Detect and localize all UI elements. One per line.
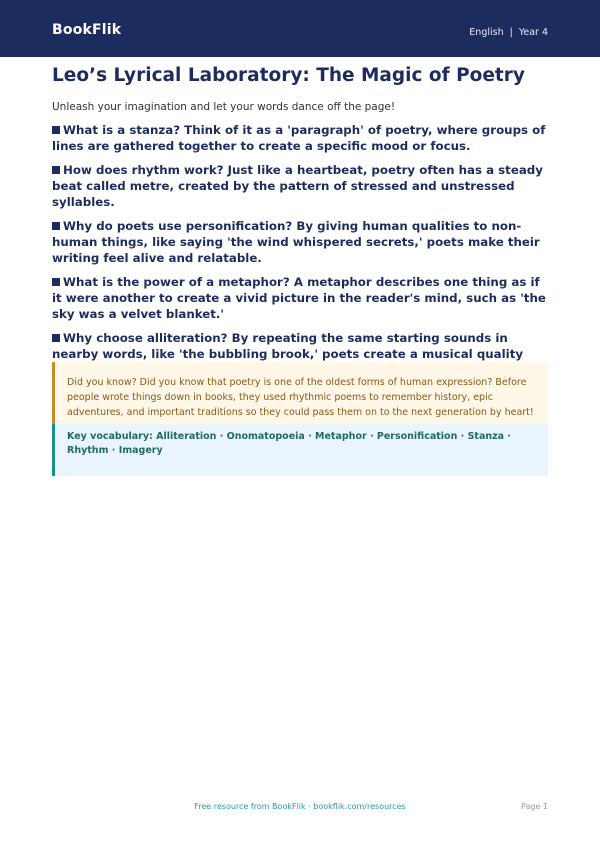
- page-number: Page 1: [521, 802, 548, 811]
- page-subtitle: Unleash your imagination and let your words dance off the page!: [52, 101, 396, 113]
- subject-label: English: [469, 27, 504, 38]
- square-bullet-icon: [52, 166, 60, 174]
- question-text: Why do poets use personification? By giving human qualities to non-human things, like saying 'the wind whispered secrets,' poets make their writing feel alive and relatable.: [52, 219, 540, 265]
- page-title: Leo’s Lyrical Laboratory: The Magic of Poetry: [52, 65, 525, 86]
- header-meta: [469, 27, 548, 38]
- question-list: [52, 122, 552, 386]
- meta-separator: |: [509, 27, 513, 38]
- square-bullet-icon: [52, 126, 60, 134]
- square-bullet-icon: [52, 222, 60, 230]
- question-text: What is the power of a metaphor? A metaphor describes one thing as if it were another to create a vivid picture in the reader's mind, such as 'the sky was a velvet blanket.': [52, 275, 546, 321]
- question-text: What is a stanza? Think of it as a 'paragraph' of poetry, where groups of lines are gathered together to create a specific mood or focus.: [52, 123, 546, 153]
- square-bullet-icon: [52, 334, 60, 342]
- footer-resource-link[interactable]: Free resource from BookFlik · bookflik.com/resources: [194, 802, 406, 811]
- page-header: [0, 0, 600, 57]
- did-you-know-callout: Did you know? Did you know that poetry is one of the oldest forms of human expression? Before people wrote things down in books, they used rhythmic poems to remember history, epic adventures, and important traditions so they could pass them on to the next generation by heart!: [52, 362, 548, 424]
- question-item: [52, 162, 552, 210]
- question-text: How does rhythm work? Just like a heartbeat, poetry often has a steady beat called metre, created by the pattern of stressed and unstressed syllables.: [52, 163, 543, 209]
- question-item: [52, 122, 552, 154]
- key-vocabulary-box: Key vocabulary: Alliteration · Onomatopoeia · Metaphor · Personification · Stanza · Rhythm · Imagery: [52, 424, 548, 476]
- square-bullet-icon: [52, 278, 60, 286]
- question-item: [52, 274, 552, 322]
- question-item: [52, 218, 552, 266]
- question-text: Why choose alliteration? By repeating the same starting sounds in nearby words, like 'the bubbling brook,' poets create a musical quality: [52, 331, 524, 361]
- brand-logo[interactable]: BookFlik: [52, 22, 122, 38]
- year-label: Year 4: [518, 27, 548, 38]
